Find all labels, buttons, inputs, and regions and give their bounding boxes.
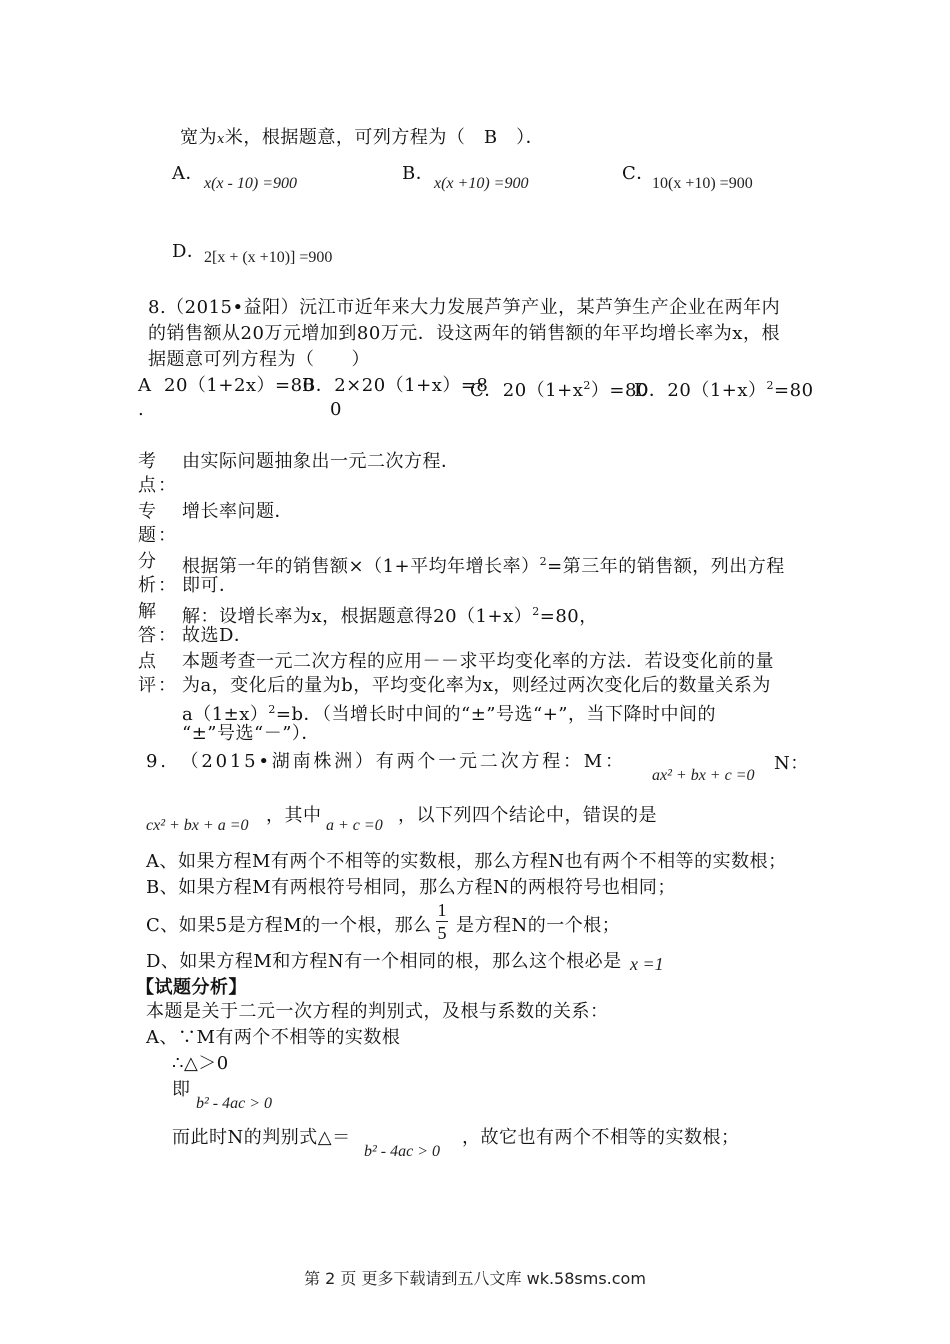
q9-eq-m: ax² + bx + c =0 (652, 767, 755, 784)
q7-opt-b-math: x(x +10) =900 (434, 175, 529, 192)
q8-opt-c-post: ）=80 (590, 380, 649, 401)
solution-therefore: ∴△＞0 (172, 1053, 229, 1074)
fenxi-label-2: 析： (138, 575, 178, 596)
q7-stem-a: 宽为 (180, 127, 217, 148)
kaodian-label-1: 考 (138, 451, 158, 472)
q9-cond: a + c =0 (326, 817, 383, 834)
q7-stem (180, 126, 544, 152)
q9-line1: 9. （2015•湖南株洲）有两个一元二次方程：M： (146, 751, 626, 772)
dianping-text2: 为a，变化后的量为b，平均变化率为x，则经过两次变化后的数量关系为 (182, 675, 771, 696)
kaodian-text: 由实际问题抽象出一元二次方程． (182, 451, 460, 472)
jieda-label-2: 答： (138, 625, 178, 646)
solution-ji: 即 (172, 1079, 191, 1100)
q8-opt-c (470, 374, 649, 403)
q7-opt-c-math: 10(x +10) =900 (652, 175, 753, 192)
q9-opt-b: B、如果方程M有两根符号相同，那么方程N的两根符号也相同； (146, 877, 676, 898)
fraction-denominator: 5 (437, 923, 447, 943)
dianping-label-2: 评： (138, 675, 178, 696)
solution-a-line: A、∵M有两个不相等的实数根 (146, 1027, 401, 1048)
fenxi-label-1: 分 (138, 551, 158, 572)
q9-tail-text: ，以下列四个结论中，错误的是 (398, 805, 657, 826)
solution-final-pre: 而此时N的判别式△＝ (172, 1127, 351, 1148)
zhuanti-label-2: 题： (138, 525, 178, 546)
q8-opt-a-label: A (138, 375, 152, 396)
q8-opt-c-pre: C．20（1+x (470, 380, 584, 401)
q9-opt-a: A、如果方程M有两个不相等的实数根，那么方程N也有两个不相等的实数根； (146, 851, 787, 872)
q7-opt-a-math: x(x - 10) =900 (204, 175, 297, 192)
fenxi-text1-post: =第三年的销售额，列出方程 (547, 556, 785, 577)
jieda-text1-sup: 2 (532, 605, 540, 618)
q7-opt-d-math: 2[x + (x +10)] =900 (204, 249, 333, 266)
q8-opt-d (634, 374, 814, 403)
dianping-text1: 本题考查一元二次方程的应用－－求平均变化率的方法．若设变化前的量 (182, 651, 774, 672)
q7-stem-var: x (217, 132, 225, 147)
jieda-text1-pre: 解：设增长率为x，根据题意得20（1+x） (182, 606, 533, 627)
q8-opt-a-dot: . (138, 399, 145, 420)
q9-opt-d-math: x =1 (630, 954, 664, 974)
q9-opt-c-post: 是方程N的一个根； (456, 915, 621, 936)
q8-line2: 的销售额从20万元增加到80万元．设这两年的销售额的年平均增长率为x，根 (148, 323, 780, 344)
q9-n-label: N： (774, 753, 809, 774)
q8-line1: 8.（2015•益阳）沅江市近年来大力发展芦笋产业，某芦笋生产企业在两年内 (148, 297, 781, 318)
fraction-numerator: 1 (437, 900, 447, 920)
q9-mid-text: ，其中 (266, 805, 322, 826)
q8-opt-d-sup: 2 (766, 379, 775, 392)
solution-ineq: b² - 4ac > 0 (196, 1095, 273, 1112)
q7-stem-b: 米，根据题意，可列方程为（ B ）． (224, 127, 545, 148)
zhuanti-text: 增长率问题． (182, 501, 293, 522)
q8-opt-d-post: =80 (774, 380, 814, 401)
q9-opt-c-pre: C、如果5是方程M的一个根，那么 (146, 915, 432, 936)
jieda-text1-post: =80， (539, 606, 598, 627)
fraction-bar (436, 921, 448, 922)
solution-intro: 本题是关于二元一次方程的判别式，及根与系数的关系： (146, 1001, 609, 1022)
kaodian-label-2: 点： (138, 475, 178, 496)
dianping-text3-pre: a（1±x） (182, 704, 269, 725)
q7-opt-a-label: A． (172, 163, 204, 184)
q9-eq-n: cx² + bx + a =0 (146, 817, 249, 834)
q8-opt-b-tail: 0 (330, 399, 342, 420)
dianping-text3-sup: 2 (268, 703, 276, 716)
solution-final-math: b² - 4ac > 0 (364, 1143, 441, 1160)
q8-line3: 据题意可列方程为（ ） (148, 349, 370, 370)
dianping-text3-post: =b．（当增长时中间的“±”号选“+”，当下降时中间的 (275, 704, 716, 725)
q7-opt-c-label: C． (622, 163, 655, 184)
q8-opt-a: 20（1+2x）=80 (164, 375, 315, 396)
page-footer: 第 2 页 更多下载请到五八文库 wk.58sms.com (304, 1269, 646, 1288)
q7-opt-d-label: D． (172, 241, 206, 262)
q8-opt-b: B．2×20（1+x）=8 (302, 375, 489, 396)
dianping-text4: “±”号选“－”）． (182, 723, 320, 744)
solution-final-post: ，故它也有两个不相等的实数根； (462, 1127, 740, 1148)
jieda-label-1: 解 (138, 601, 158, 622)
q7-opt-b-label: B． (402, 163, 435, 184)
fenxi-text1-pre: 根据第一年的销售额×（1+平均年增长率） (182, 556, 540, 577)
fenxi-text1-sup: 2 (539, 555, 548, 568)
fenxi-text2: 即可． (182, 575, 238, 596)
q9-opt-c-fraction (436, 900, 448, 943)
solution-heading: 【试题分析】 (136, 977, 247, 998)
q8-opt-c-sup: 2 (583, 379, 591, 392)
q8-opt-d-pre: D．20（1+x） (634, 380, 767, 401)
jieda-text2: 故选D． (182, 625, 253, 646)
fenxi-text1 (182, 550, 785, 579)
zhuanti-label-1: 专 (138, 501, 158, 522)
q9-opt-d-pre: D、如果方程M和方程N有一个相同的根，那么这个根必是 (146, 951, 622, 972)
dianping-label-1: 点 (138, 651, 158, 672)
